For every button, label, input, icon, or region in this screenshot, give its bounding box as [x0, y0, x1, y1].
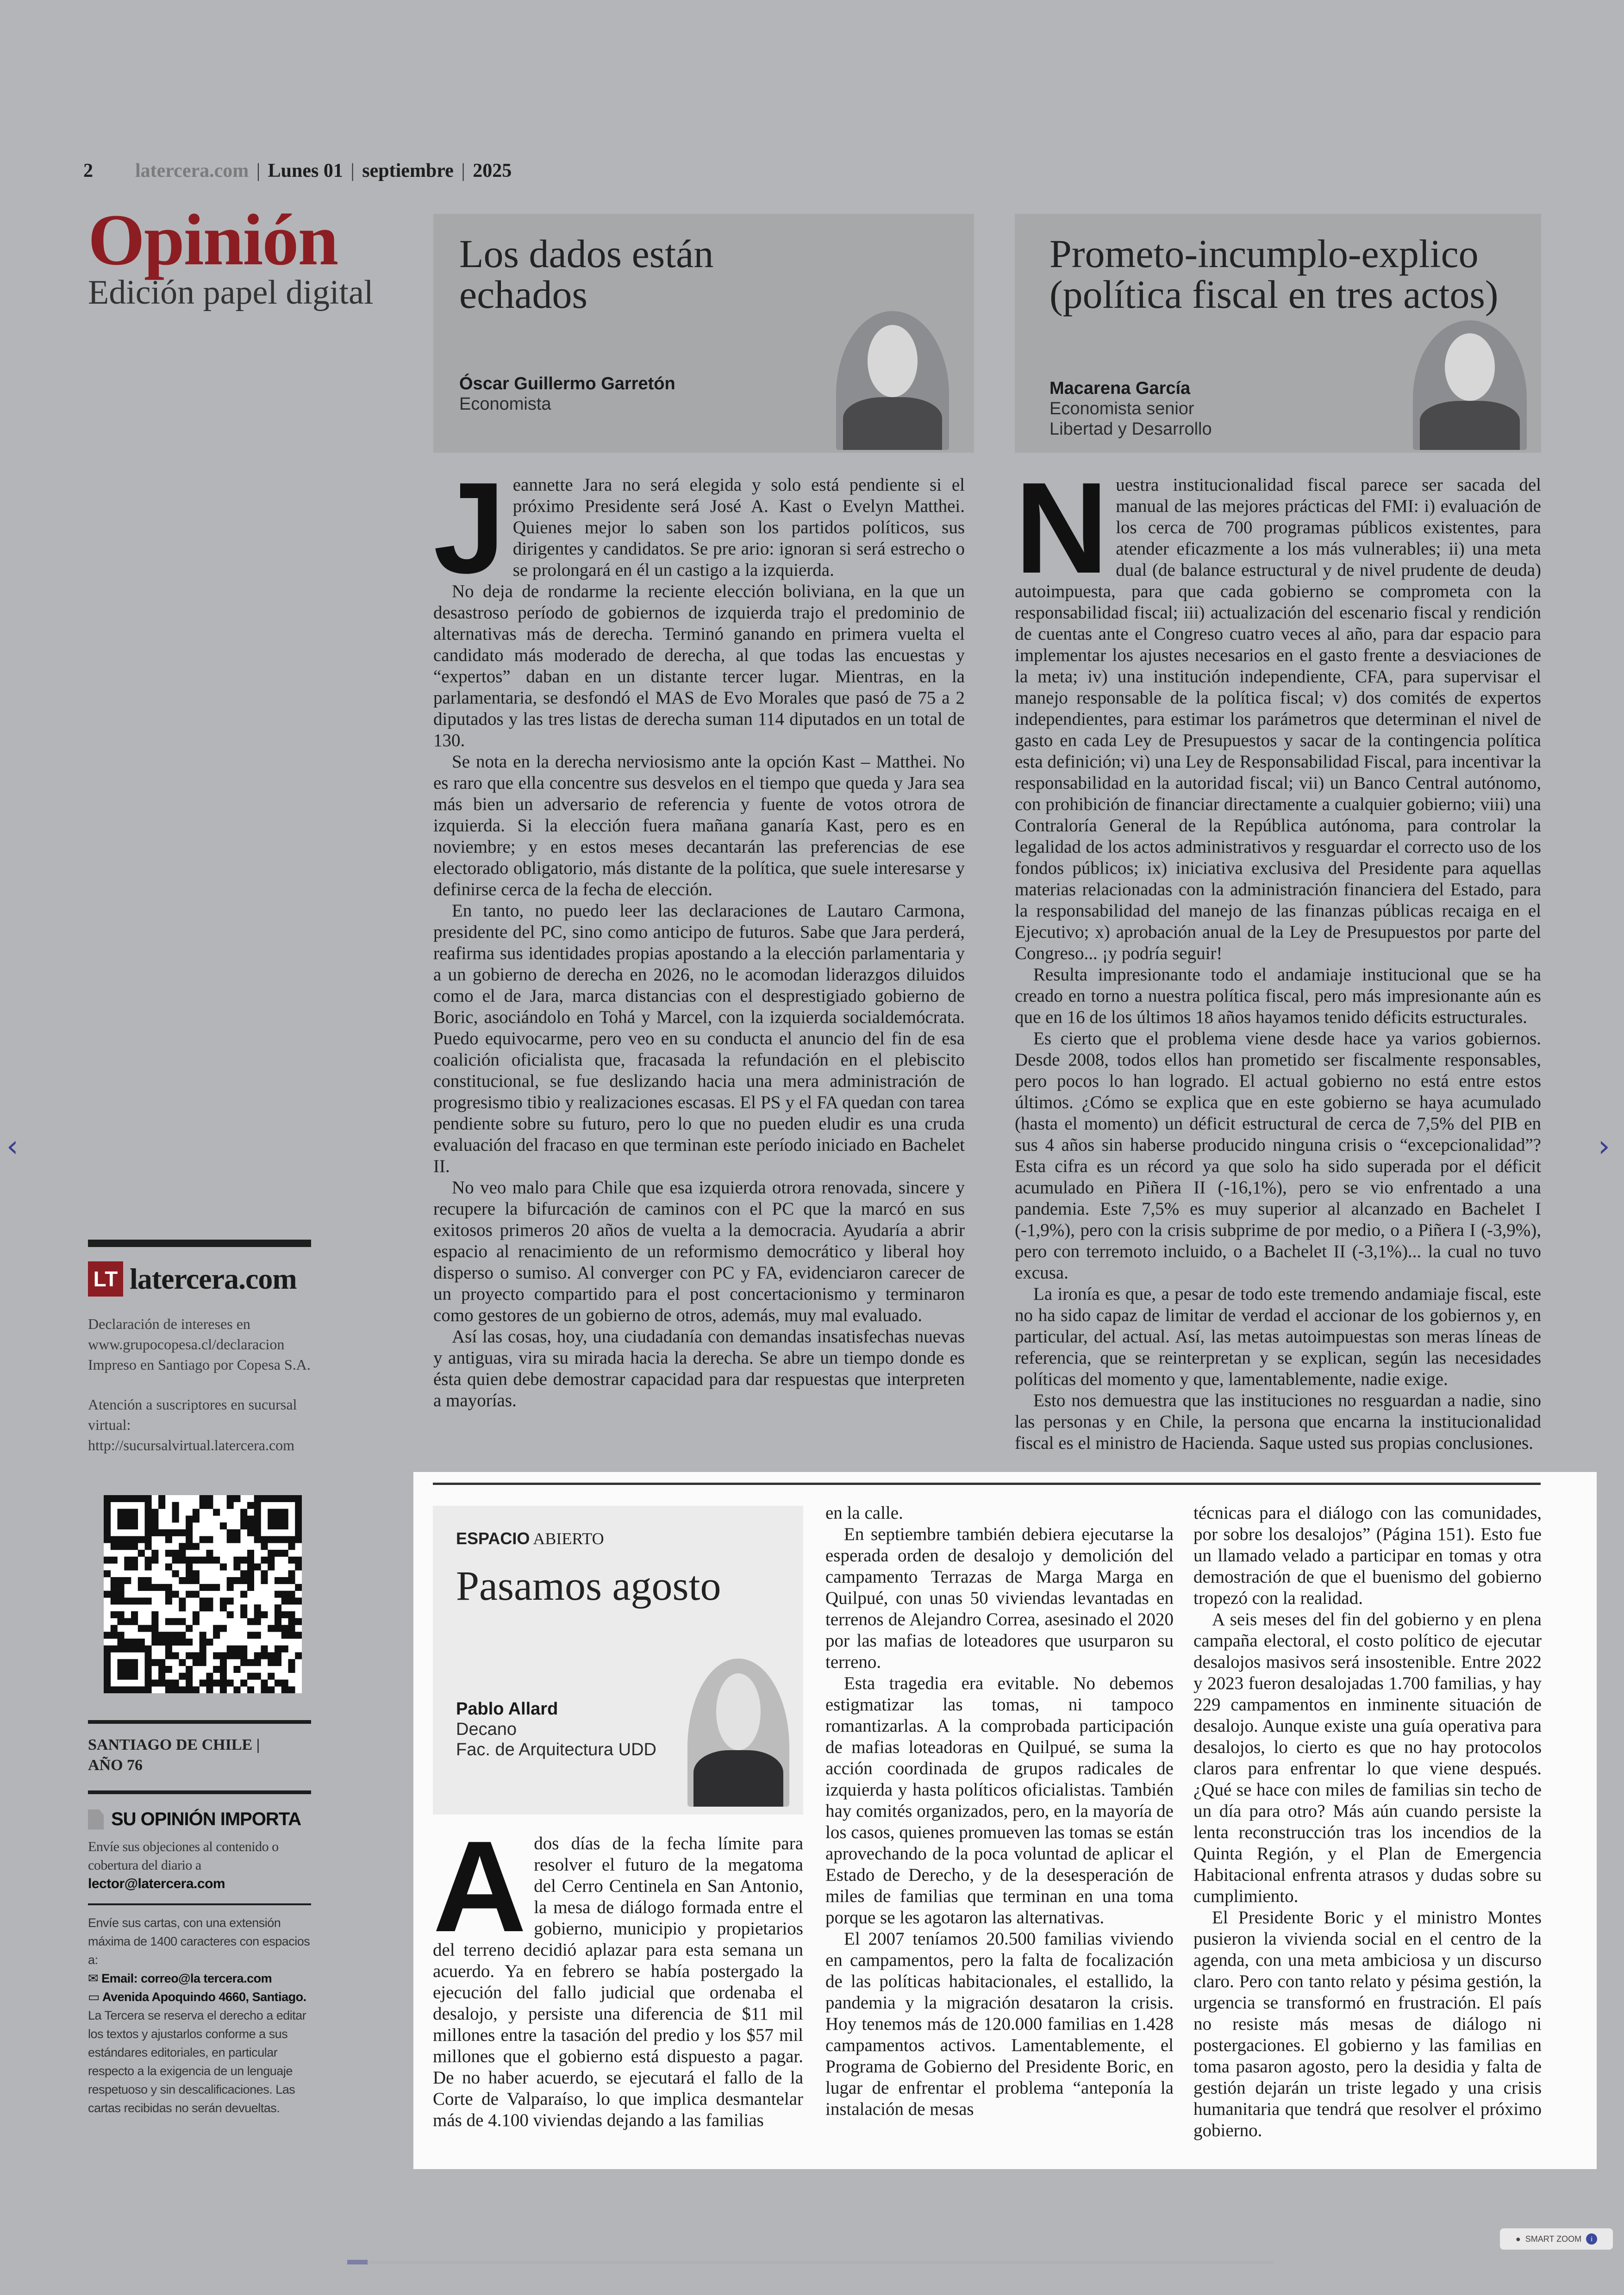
article2-author-photo	[1413, 320, 1527, 450]
article3-paragraph: En septiembre también debiera ejecutarse la esperada orden de desalojo y demolición del campamento Terrazas de Marga Marga en Quilpué, con unas 50 viviendas levantadas en terrenos de Alejandro Correa, asesinado el 2020 por las mafias de loteadores que usurparon su terreno.	[825, 1524, 1174, 1672]
section-subtitle: Edición papel digital	[88, 274, 374, 312]
article2-paragraph: Es cierto que el problema viene desde hace ya varios gobiernos. Desde 2008, todos ellos han prometido ser fiscalmente responsables, pero pocos lo han logrado. El actual gobierno no está entre estos últimos. ¿Cómo se explica que en este gobierno se haya acumulado (hasta el momento) un déficit estructural de cerca de 7,5% del PIB en sus 4 años sin haberse producido ninguna crisis o “excepcionalidad”? Esta cifra es un récord ya que solo ha sido superada por el déficit acumulado en Piñera II (-16,1%), pero se vio enfrentado a una pandemia. Este 7,5% es muy superior al alcanzado en Bachelet I (-1,9%), pero con la crisis subprime de por medio, o a Piñera I (-3,9%), pero con terremoto incluido, o a Bachelet II (-3,1%)... la cual no tuvo excusa.	[1015, 1029, 1541, 1283]
smart-zoom-badge: i	[1586, 2233, 1597, 2245]
article3-paragraph: dos días de la fecha límite para resolver el futuro de la megatoma del Cerro Centinela en San Antonio, la mesa de diálogo formada entre el gobierno, municipio y propietarios del terreno decidió aplazar para esta semana un acuerdo. Ya en febrero se había postergado la ejecución del fallo judicial que ordenaba el desalojo, y persiste una diferencia de $11 mil millones entre la tasación del predio y los $57 mil millones que el gobierno está dispuesto a pagar. De no haber acuerdo, se ejecutará el fallo de la Corte de Valparaíso, lo que implica desmantelar más de 4.100 viviendas dejando a las familias	[433, 1834, 803, 2130]
article1-paragraph: No deja de rondarme la reciente elección boliviana, en la que un desastroso período de gobiernos de izquierda trajo el predominio de alternativas más de derecha. Terminó ganando en primera vuelta el candidato más moderado de derecha, al que todas las encuestas y “expertos” daban en un distante tercer lugar. Mientras, en la parlamentaria, se desfondó el MAS de Evo Morales que pasó de 75 a 2 diputados y las tres listas de derecha suman 114 diputados en un total de 130.	[433, 581, 965, 750]
article2-role-1: Economista senior	[1049, 399, 1194, 418]
article1-paragraph: Así las cosas, hoy, una ciudadanía con demandas insatisfechas nuevas y antiguas, vira su mirada hacia la derecha. Se abre un tiempo donde es ésta quien debe demostrar capacidad para dar respuestas que interpreten a mayorías.	[433, 1327, 965, 1410]
article3-headline[interactable]: Pasamos agosto	[456, 1563, 721, 1609]
article3-column-1	[433, 1815, 803, 2131]
letters-intro: Envíe sus cartas, con una extensión máxima de 1400 caracteres con espacios a:	[88, 1916, 310, 1967]
article3-kicker-bold: ESPACIO	[456, 1529, 530, 1548]
brand-block	[88, 1261, 297, 1297]
declaracion-text: Declaración de intereses en www.grupocopesa.cl/declaracion Impreso en Santiago por Copesa S.A.	[88, 1316, 311, 1373]
letters-address: ▭ Avenida Apoquindo 4660, Santiago.	[88, 1990, 306, 2004]
smart-zoom-button[interactable]	[1500, 2228, 1613, 2250]
eye-icon: ●	[1515, 2234, 1521, 2244]
document-icon	[88, 1809, 104, 1830]
atencion-text: Atención a suscriptores en sucursal virtual: http://sucursalvirtual.latercera.com	[88, 1396, 297, 1453]
article3-paragraph: El Presidente Boric y el ministro Montes pusieron la vivienda social en el centro de la agenda, con una meta ambiciosa y un discurso claro. Pero con tanto relato y pésima gestión, la urgencia se transformó en frustración. El país no resiste más mesas de diálogo ni postergaciones. El gobierno y las familias en toma pasaron agosto, pero la desidia y falta de gestión dejarán un triste legado y una crisis humanitaria que tendrá que resolver el próximo gobierno.	[1193, 1908, 1542, 2140]
article2-paragraph: Esto nos demuestra que las instituciones no resguardan a nadie, sino las personas y en Chile, la persona que encarna la institucionalidad fiscal es el ministro de Hacienda. Saque usted sus propias conclusiones.	[1015, 1391, 1541, 1453]
page-number: 2	[83, 160, 93, 181]
article2-header-box	[1015, 214, 1541, 453]
article3-paragraph: El 2007 teníamos 20.500 familias viviendo en campamentos, pero la falta de focalización de las políticas habitacionales, el estallido, la pandemia y la migración desataron la crisis. Hoy tenemos más de 120.000 familias en 1.428 campamentos activos. Lamentablemente, el Programa de Gobierno del Presidente Boric, en lugar de enfrentar el problema “anteponía la instalación de mesas	[825, 1929, 1174, 2119]
rail-divider-4	[88, 1903, 311, 1905]
article3-author-photo	[687, 1659, 789, 1807]
letters-email[interactable]: ✉ Email: correo@la tercera.com	[88, 1971, 272, 1985]
article3-column-2	[825, 1503, 1174, 2120]
article3-role-1: Decano	[456, 1720, 517, 1739]
site-name: latercera.com	[135, 160, 249, 181]
article1-author: Óscar Guillermo Garretón	[459, 374, 675, 393]
article3-paragraph: en la calle.	[825, 1503, 903, 1523]
article3-kicker-rest: ABIERTO	[533, 1529, 604, 1548]
letters-block	[88, 1914, 319, 2117]
issue-day: Lunes 01	[268, 160, 343, 181]
article1-paragraph: En tanto, no puedo leer las declaraciones de Lautaro Carmona, presidente del PC, sino como anticipo de futuros. Sabe que Jara perderá, reafirma sus identidades propias apostando a la elección parlamentaria y a un gobierno de derecha en 2026, no le acomodan liderazgos diluidos como el de Jara, marca distancias con el desprestigiado gobierno de Boric, asociándolo en Tohá y Marcel, con la izquierda socialdemócrata. Puedo equivocarme, pero veo en su conducta el anuncio del fin de esa coalición oficialista que, fracasada la refundación en el plebiscito constitucional, se fue deslizando hacia una mera administración de progresismo tibio y realizaciones escasas. El PS y el FA quedan con tarea pendiente sobre su futuro, pero lo que no pueden eludir es una cruda evaluación del fracaso en que terminan este período iniciado en Bachelet II.	[433, 901, 965, 1176]
page-scrollbar-track[interactable]	[347, 2261, 1273, 2264]
article1-body	[433, 456, 965, 1411]
article2-paragraph: uestra institucionalidad fiscal parece ser sacada del manual de las mejores prácticas del FMI: i) evaluación de los cerca de 700 programas públicos existentes, para atender eficazmente a los más vulnerables; ii) una meta dual (de balance estructural y de nivel prudente de deuda) autoimpuesta, para que cada gobierno se comprometa con la responsabilidad fiscal; iii) actualización del escenario fiscal y rendición de cuentas ante el Congreso cuatro veces al año, para dar espacio para implementar los ajustes necesarios en el gasto frente a desviaciones de la meta; iv) una institución independiente, CFA, para supervisar el manejo responsable de la política fiscal; v) dos comités de expertos independientes, para estimar los parámetros que determinan el nivel de gasto en cada Ley de Presupuestos y sacar de la contingencia política esta definición; vi) una Ley de Responsabilidad Fiscal, para incentivar la responsabilidad en la autoridad fiscal; vii) un Banco Central autónomo, con prohibición de financiar directamente a cualquier gobierno; viii) una Contraloría General de la República autónoma, para controlar la legalidad de los actos administrativos y resguardar el correcto uso de los fondos públicos; ix) iniciativa exclusiva del Presidente para aquellas materias relacionadas con la administración financiera del Estado, para la responsabilidad del manejo de las finanzas públicas recaiga en el Ejecutivo; x) aprobación anual de la Ley de Presupuestos por parte del Congreso... ¡y podría seguir!	[1015, 475, 1541, 963]
article3-role-2: Fac. de Arquitectura UDD	[456, 1740, 656, 1759]
opinion-matters-body	[88, 1838, 319, 1893]
letters-email-text: Email: correo@la tercera.com	[101, 1971, 272, 1985]
smart-zoom-label: SMART ZOOM	[1525, 2234, 1582, 2244]
dateline-city: SANTIAGO DE CHILE |	[88, 1736, 260, 1753]
article3-dropcap: A	[433, 1815, 527, 1959]
article1-headline[interactable]: Los dados están echados	[459, 231, 714, 317]
article2-byline	[1049, 379, 1212, 439]
article3-kicker	[456, 1529, 604, 1548]
next-page-arrow-icon[interactable]: ›	[1598, 1129, 1610, 1164]
brand-name: latercera.com	[130, 1262, 297, 1295]
dateline-year: AÑO 76	[88, 1757, 143, 1774]
letters-address-text: Avenida Apoquindo 4660, Santiago.	[102, 1990, 306, 2004]
brand-logo: LT	[88, 1261, 123, 1297]
opinion-matters-text: Envíe sus objeciones al contenido o cobertura del diario a	[88, 1839, 279, 1873]
letters-note: La Tercera se reserva el derecho a editar los textos y ajustarlos conforme a sus estándares editoriales, en particular respecto a la exigencia de un lenguaje respetuoso y sin descalificaciones. Las cartas recibidas no serán devueltas.	[88, 2008, 306, 2115]
section-title: Opinión	[88, 200, 338, 281]
article1-paragraph: No veo malo para Chile que esa izquierda otrora renovada, sincere y recupere la bifurcación de caminos con el PC que la marcó en sus exitosos primeros 20 años de vuelta a la democracia. Ayudaría a abrir espacio al renacimiento de un reformismo democrático y liberal hoy disperso o sumiso. Al converger con PC y FA, evidenciaron carecer de un proyecto compartido para el post concertacionismo y terminaron como gestores de un gobierno de otros, además, muy mal evaluado.	[433, 1178, 965, 1325]
opinion-matters-title: SU OPINIÓN IMPORTA	[111, 1809, 301, 1829]
rail-divider	[88, 1240, 311, 1247]
opinion-matters-heading	[88, 1809, 301, 1830]
dateline-block	[88, 1735, 260, 1776]
article1-paragraph: eannette Jara no será elegida y solo está pendiente si el próximo Presidente será José A. Kast o Evelyn Matthei. Quienes mejor lo saben son los partidos políticos, sus dirigentes y candidatos. Se pre ario: ignoran si será estrecho o se prolongará en él un castigo a la izquierda.	[512, 475, 965, 580]
espacio-top-rule	[433, 1483, 1541, 1485]
article1-dropcap: J	[433, 456, 506, 600]
article1-role: Economista	[459, 394, 551, 414]
article3-column-3	[1193, 1503, 1542, 2141]
article3-header-box	[433, 1506, 803, 1815]
rail-divider-3	[88, 1790, 311, 1794]
article2-body	[1015, 456, 1541, 1454]
article2-author: Macarena García	[1049, 379, 1191, 398]
article2-dropcap: N	[1015, 456, 1109, 600]
rail-divider-2	[88, 1720, 311, 1724]
issue-year: 2025	[473, 160, 512, 181]
article3-author: Pablo Allard	[456, 1699, 558, 1719]
article1-byline	[459, 374, 675, 414]
article3-paragraph: Esta tragedia era evitable. No debemos estigmatizar las tomas, ni tampoco romantizarlas. A la comprobada participación de mafias loteadoras en Quilpué, se suma la acción coordinada de grupos radicales de izquierda y hasta políticos oficialistas. También hay comités organizados, pero, en la mayoría de los casos, quienes promueven las tomas se están aprovechando de la poca voluntad de aplicar el Estado de Derecho, y de la desesperación de miles de familias que terminan en una toma porque se les agotaron las alternativas.	[825, 1673, 1174, 1927]
reader-email-link[interactable]: lector@latercera.com	[88, 1876, 225, 1891]
issue-header: 2 latercera.com | Lunes 01 | septiembre | 2025	[83, 160, 512, 181]
article3-paragraph: técnicas para el diálogo con las comunidades, por sobre los desalojos” (Página 151). Esto fue un llamado velado a participar en tomas y otra demostración de que el buenismo del gobierno tropezó con la realidad.	[1193, 1503, 1542, 1608]
article2-headline[interactable]: Prometo-incumplo-explico (política fiscal en tres actos)	[1049, 231, 1499, 317]
previous-page-arrow-icon[interactable]: ‹	[6, 1129, 19, 1164]
article2-paragraph: Resulta impresionante todo el andamiaje institucional que se ha creado en torno a nuestra política fiscal, pero más impresionante aún es que en 16 de los últimos 18 años hayamos tenido déficits estructurales.	[1015, 965, 1541, 1027]
issue-month: septiembre	[362, 160, 454, 181]
qr-code[interactable]	[101, 1492, 305, 1696]
article1-author-photo	[836, 311, 949, 450]
article3-paragraph: A seis meses del fin del gobierno y en plena campaña electoral, el costo político de ejecutar desalojos masivos será insostenible. Entre 2022 y 2023 fueron desalojadas 1.700 familias, y hay 229 campamentos en inminente situación de desalojo. Aunque existe una guía operativa para desalojos, lo cierto es que no hay protocolos claros para enfrentar lo que viene después. ¿Qué se hace con miles de familias sin techo de un día para otro? Más aún cuando persiste la lenta reconstrucción tras los incendios de la Quinta Región, y el Plan de Emergencia Habitacional enfrenta atrasos y dudas sobre su cumplimiento.	[1193, 1609, 1542, 1906]
article2-role-2: Libertad y Desarrollo	[1049, 419, 1212, 439]
article3-byline	[456, 1699, 656, 1760]
article2-paragraph: La ironía es que, a pesar de todo este tremendo andamiaje fiscal, este no ha sido capaz de limitar de verdad el accionar de los gobiernos y, en particular, del actual. Así, las metas autoimpuestas son meras líneas de referencia, que se reinterpretan y se explican, según las necesidades políticas del momento y que, lamentablemente, nadie exige.	[1015, 1284, 1541, 1389]
article1-header-box	[433, 214, 974, 453]
article1-paragraph: Se nota en la derecha nerviosismo ante la opción Kast – Matthei. No es raro que ella concentre sus desvelos en el tiempo que queda y Jara sea más bien un adversario de referencia y fuente de votos otrora de izquierda. Si la elección fuera mañana ganaría Kast, pero es en noviembre; y en estos meses decantarán las preferencias de ese electorado obligatorio, más distante de la política, que suele interesarse y definirse cerca de la fecha de elección.	[433, 752, 965, 899]
page-scrollbar-thumb[interactable]	[347, 2260, 368, 2264]
